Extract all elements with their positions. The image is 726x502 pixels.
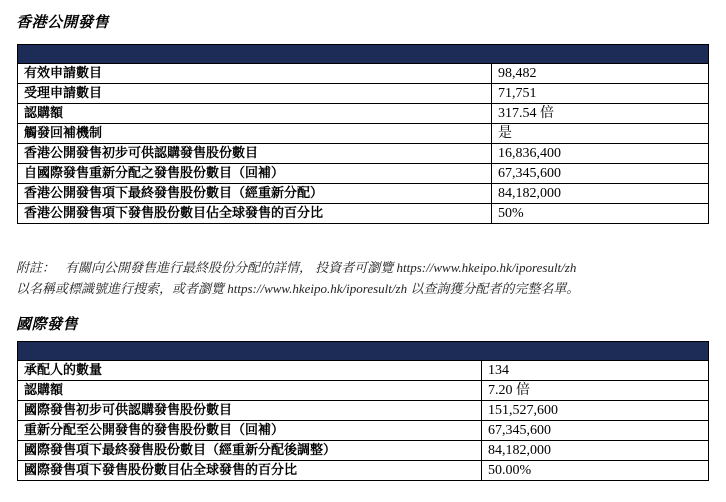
table-row [18, 204, 709, 224]
row-value: 50.00% [482, 461, 709, 481]
intl-offering-table [17, 341, 709, 481]
row-label: 有效申請數目 [18, 64, 492, 84]
row-label: 國際發售項下最終發售股份數目（經重新分配後調整） [18, 441, 482, 461]
table-header-bar [18, 342, 709, 361]
table-row [18, 184, 709, 204]
row-label: 觸發回補機制 [18, 124, 492, 144]
row-label: 香港公開發售項下最終發售股份數目（經重新分配） [18, 184, 492, 204]
intl-offering-title: 國際發售 [16, 315, 79, 333]
table-row [18, 164, 709, 184]
table-row [18, 381, 709, 401]
row-value: 50% [492, 204, 709, 224]
row-label: 自國際發售重新分配之發售股份數目（回補） [18, 164, 492, 184]
note-line-1 [16, 257, 716, 278]
row-value: 16,836,400 [492, 144, 709, 164]
row-label: 承配人的數量 [18, 361, 482, 381]
row-label: 認購額 [18, 381, 482, 401]
table-row [18, 421, 709, 441]
row-label: 香港公開發售項下發售股份數目佔全球發售的百分比 [18, 204, 492, 224]
row-label: 受理申請數目 [18, 84, 492, 104]
table-header-bar [18, 45, 709, 64]
note-line-2: 以名稱或標識號進行搜索，或者瀏覽 https://www.hkeipo.hk/iporesult/zh 以查詢獲分配者的完整名單。 [16, 281, 580, 296]
note-text-1: 有關向公開發售進行最終股份分配的詳情， 投資者可瀏覽 https://www.hkeipo.hk/iporesult/zh [65, 260, 577, 275]
row-label: 國際發售項下發售股份數目佔全球發售的百分比 [18, 461, 482, 481]
hk-offering-title: 香港公開發售 [16, 13, 110, 31]
row-value: 134 [482, 361, 709, 381]
table-row [18, 401, 709, 421]
table-row [18, 84, 709, 104]
row-value: 151,527,600 [482, 401, 709, 421]
row-value: 317.54 倍 [492, 104, 709, 124]
row-value: 84,182,000 [482, 441, 709, 461]
row-value: 71,751 [492, 84, 709, 104]
row-label: 國際發售初步可供認購發售股份數目 [18, 401, 482, 421]
row-value: 98,482 [492, 64, 709, 84]
table-row [18, 124, 709, 144]
row-value: 67,345,600 [482, 421, 709, 441]
row-value: 67,345,600 [492, 164, 709, 184]
row-value: 是 [492, 124, 709, 144]
hk-offering-table [17, 44, 709, 224]
row-label: 認購額 [18, 104, 492, 124]
row-label: 香港公開發售初步可供認購發售股份數目 [18, 144, 492, 164]
table-row [18, 104, 709, 124]
note-label: 附註： [16, 260, 56, 275]
note-paragraph [16, 257, 716, 299]
table-row [18, 461, 709, 481]
row-value: 7.20 倍 [482, 381, 709, 401]
table-row [18, 361, 709, 381]
table-row [18, 144, 709, 164]
row-value: 84,182,000 [492, 184, 709, 204]
row-label: 重新分配至公開發售的發售股份數目（回補） [18, 421, 482, 441]
table-row [18, 441, 709, 461]
table-row [18, 64, 709, 84]
